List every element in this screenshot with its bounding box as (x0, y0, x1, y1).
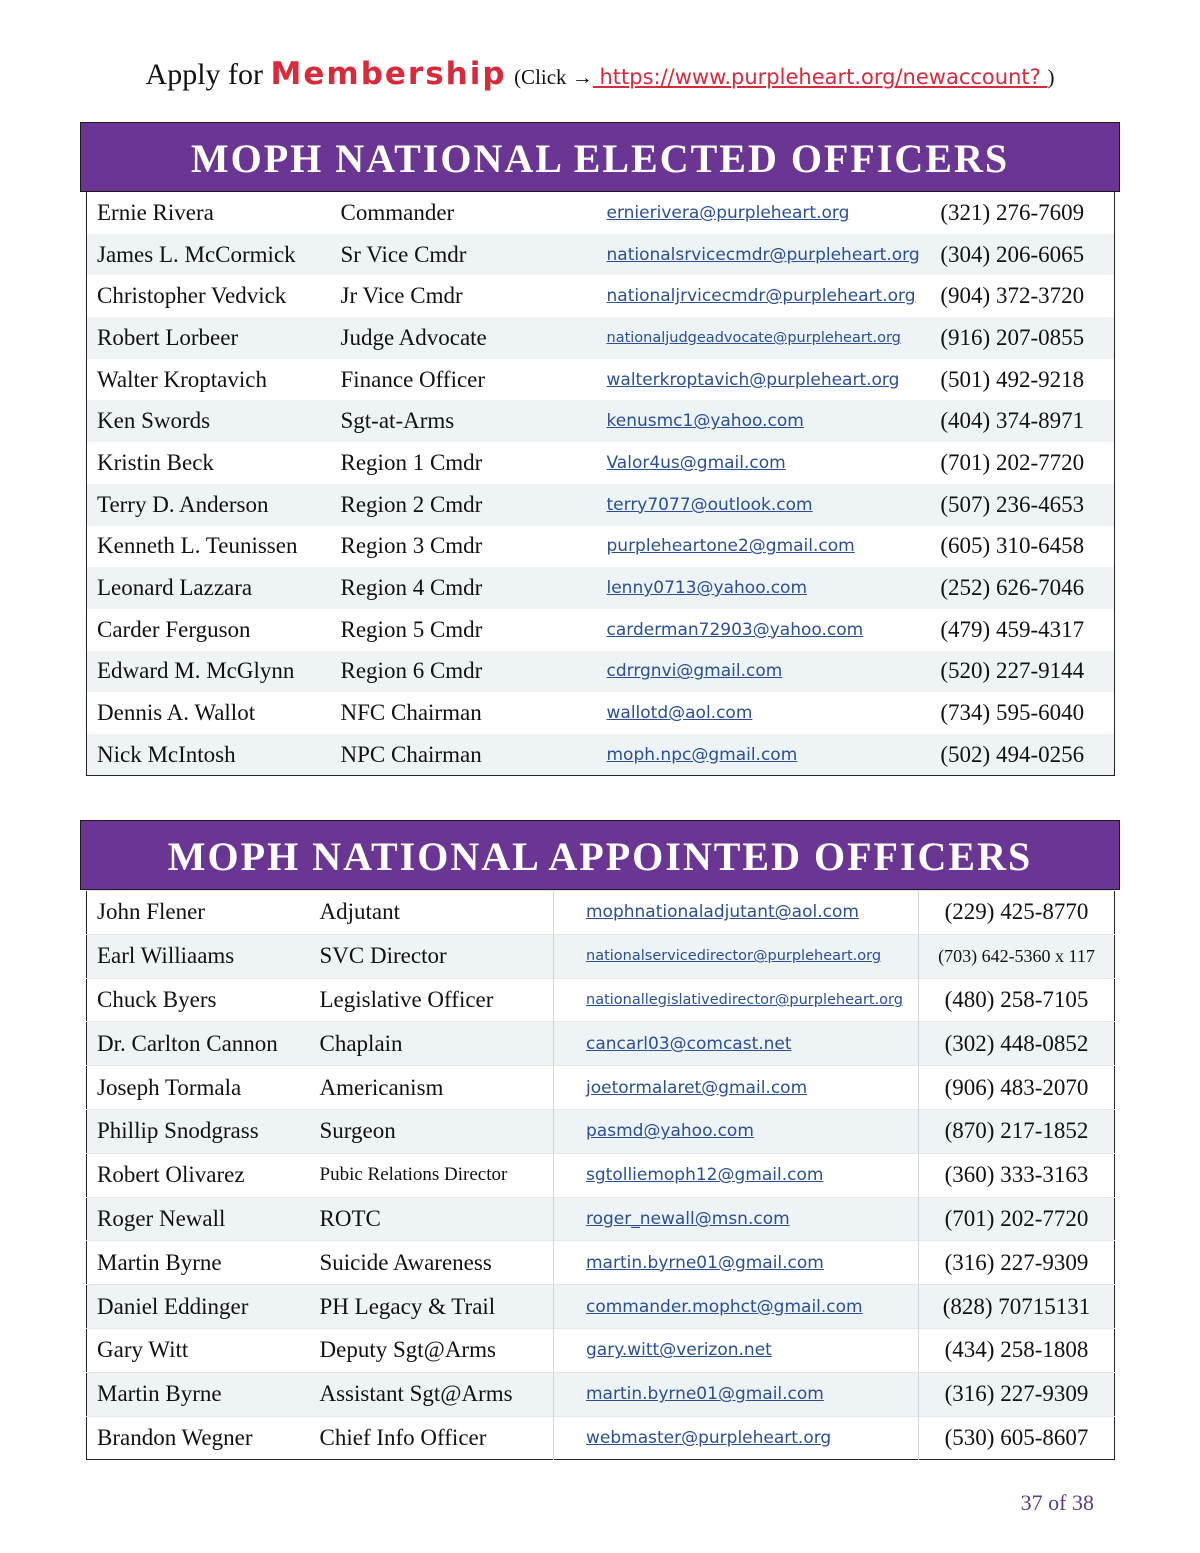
officer-phone: (252) 626-7046 (940, 575, 1085, 601)
officer-email[interactable]: nationalservicedirector@purpleheart.org (586, 948, 882, 965)
officer-row (87, 651, 1115, 693)
officer-name-cell (87, 484, 329, 526)
officer-title-cell (308, 1372, 554, 1416)
officer-name-cell (87, 234, 329, 276)
officer-email[interactable]: sgtolliemoph12@gmail.com (586, 1165, 824, 1186)
officer-title: Americanism (319, 1074, 444, 1100)
officer-row (87, 1328, 1115, 1372)
officer-phone: (520) 227-9144 (940, 658, 1085, 684)
officer-email[interactable]: kenusmc1@yahoo.com (606, 411, 804, 432)
officer-phone-cell (919, 978, 1115, 1022)
elected-officers-table (86, 192, 1115, 776)
officer-phone: (703) 642-5360 x 117 (938, 945, 1095, 966)
officer-phone: (501) 492-9218 (940, 366, 1085, 392)
officer-email[interactable]: pasmd@yahoo.com (586, 1121, 754, 1142)
officer-email-cell (575, 317, 911, 359)
officer-name-cell (87, 734, 329, 776)
officer-phone: (904) 372-3720 (940, 283, 1085, 309)
officer-phone: (316) 227-9309 (944, 1249, 1089, 1275)
officer-title-cell (329, 692, 575, 734)
officer-email[interactable]: nationallegislativedirector@purpleheart.org (586, 991, 903, 1008)
officer-phone: (229) 425-8770 (944, 899, 1089, 925)
officer-name-cell (87, 1066, 308, 1110)
officer-title: Region 5 Cmdr (340, 616, 483, 642)
officer-title-cell (308, 1022, 554, 1066)
officer-phone: (302) 448-0852 (944, 1030, 1089, 1056)
officer-phone-cell (911, 359, 1115, 401)
officer-row (87, 484, 1115, 526)
officer-title: SVC Director (319, 943, 447, 969)
appointed-officers-table (86, 890, 1115, 1460)
officer-name-cell (87, 1109, 308, 1153)
officer-phone-cell (911, 651, 1115, 693)
officer-title: NFC Chairman (340, 700, 482, 726)
officer-name: Leonard Lazzara (97, 575, 253, 601)
officer-row (87, 192, 1115, 234)
officer-name: Kristin Beck (97, 449, 214, 475)
officer-title-cell (329, 484, 575, 526)
officer-name-cell (87, 567, 329, 609)
officer-email[interactable]: cdrrgnvi@gmail.com (606, 661, 783, 682)
officer-phone-cell (911, 484, 1115, 526)
officer-phone: (507) 236-4653 (940, 491, 1085, 517)
officer-email-cell (554, 1153, 919, 1197)
officer-phone: (360) 333-3163 (944, 1162, 1089, 1188)
officer-title-cell (308, 978, 554, 1022)
officer-email[interactable]: mophnationaladjutant@aol.com (586, 902, 859, 923)
officer-phone-cell (919, 1372, 1115, 1416)
officer-phone-cell (919, 1416, 1115, 1460)
officer-title-cell (308, 1285, 554, 1329)
officer-name-cell (87, 1416, 308, 1460)
officer-email[interactable]: carderman72903@yahoo.com (606, 619, 864, 640)
officer-row (87, 1416, 1115, 1460)
officer-phone: (480) 258-7105 (944, 986, 1089, 1012)
officer-title-cell (308, 891, 554, 935)
officer-name: Dennis A. Wallot (97, 700, 256, 726)
officer-email-cell (554, 1066, 919, 1110)
officer-phone: (321) 276-7609 (940, 199, 1085, 225)
officer-name-cell (87, 1197, 308, 1241)
officer-title: Jr Vice Cmdr (340, 283, 463, 309)
officer-title: Adjutant (319, 899, 400, 925)
officer-email-cell (575, 526, 911, 568)
officer-name: Terry D. Anderson (97, 491, 269, 517)
officer-title-cell (329, 734, 575, 776)
officer-row (87, 1066, 1115, 1110)
officer-row (87, 526, 1115, 568)
officer-phone: (502) 494-0256 (940, 741, 1085, 767)
officer-email[interactable]: nationaljudgeadvocate@purpleheart.org (606, 329, 901, 346)
officer-row (87, 1241, 1115, 1285)
officer-email-cell (554, 934, 919, 978)
officer-phone: (605) 310-6458 (940, 533, 1085, 559)
officer-name: Martin Byrne (97, 1381, 222, 1407)
officer-title: Sr Vice Cmdr (340, 241, 467, 267)
officer-phone-cell (919, 1109, 1115, 1153)
officer-row (87, 734, 1115, 776)
officer-phone: (828) 70715131 (942, 1293, 1091, 1319)
officer-name: Walter Kroptavich (97, 366, 267, 392)
officer-row (87, 567, 1115, 609)
apply-prefix: Apply for (145, 58, 264, 91)
officer-name-cell (87, 609, 329, 651)
officer-phone-cell (919, 1066, 1115, 1110)
officer-email-cell (575, 275, 916, 317)
officer-name-cell (87, 1285, 308, 1329)
officer-title-cell (329, 400, 575, 442)
officer-name-cell (87, 891, 308, 935)
officer-email-cell (575, 484, 911, 526)
officer-row (87, 1197, 1115, 1241)
officer-name-cell (87, 692, 329, 734)
officer-title: Chaplain (319, 1030, 403, 1056)
officer-phone-cell (911, 442, 1115, 484)
officer-name-cell (87, 275, 329, 317)
officer-phone-cell (919, 1153, 1115, 1197)
officer-title-cell (329, 317, 575, 359)
click-hint-close: ) (1047, 65, 1055, 89)
officer-email-cell (554, 1197, 919, 1241)
officer-name: Chuck Byers (97, 986, 217, 1012)
officer-name: James L. McCormick (97, 241, 296, 267)
officer-name: John Flener (97, 899, 205, 925)
officer-title-cell (308, 1328, 554, 1372)
officer-email[interactable]: purpleheartone2@gmail.com (606, 536, 855, 557)
officer-title: Commander (340, 199, 455, 225)
officer-name-cell (87, 934, 308, 978)
officer-name: Nick McIntosh (97, 741, 236, 767)
elected-officers-title: MOPH NATIONAL ELECTED OFFICERS (80, 122, 1120, 192)
appointed-officers-section (80, 820, 1120, 1460)
officer-row (87, 934, 1115, 978)
officer-title: Region 2 Cmdr (340, 491, 483, 517)
officer-title-cell (308, 1416, 554, 1460)
officer-phone: (734) 595-6040 (940, 700, 1085, 726)
officer-title-cell (308, 934, 554, 978)
click-hint: (Click → (514, 65, 593, 89)
officer-row (87, 317, 1115, 359)
officer-name: Kenneth L. Teunissen (97, 533, 298, 559)
officer-phone-cell (911, 192, 1115, 234)
officer-row (87, 1153, 1115, 1197)
officer-name-cell (87, 192, 329, 234)
officer-title-cell (329, 567, 575, 609)
officer-email[interactable]: martin.byrne01@gmail.com (586, 1384, 824, 1405)
officer-title-cell (329, 234, 575, 276)
officer-email[interactable]: ernierivera@purpleheart.org (606, 202, 850, 223)
officer-phone-cell (911, 609, 1115, 651)
officer-row (87, 442, 1115, 484)
officer-row (87, 891, 1115, 935)
officer-phone-cell (911, 692, 1115, 734)
officer-name-cell (87, 978, 308, 1022)
officer-email[interactable]: terry7077@outlook.com (606, 494, 813, 515)
officer-name-cell (87, 442, 329, 484)
officer-email-cell (575, 192, 911, 234)
officer-row (87, 1285, 1115, 1329)
officer-name: Brandon Wegner (97, 1424, 253, 1450)
officer-name: Robert Lorbeer (97, 324, 239, 350)
officer-email[interactable]: Valor4us@gmail.com (606, 452, 786, 473)
membership-label: Membership (270, 56, 507, 92)
officer-name-cell (87, 526, 329, 568)
officer-title: Chief Info Officer (319, 1424, 487, 1450)
officer-email-cell (554, 891, 919, 935)
officer-name-cell (87, 1372, 308, 1416)
officer-name: Phillip Snodgrass (97, 1118, 259, 1144)
officer-name-cell (87, 1153, 308, 1197)
officer-email[interactable]: wallotd@aol.com (606, 703, 753, 724)
officer-phone-cell (919, 1241, 1115, 1285)
officer-phone-cell (911, 317, 1115, 359)
officer-phone: (906) 483-2070 (944, 1074, 1089, 1100)
officer-row (87, 692, 1115, 734)
officer-phone-cell (911, 734, 1115, 776)
officer-title-cell (308, 1109, 554, 1153)
appointed-officers-title: MOPH NATIONAL APPOINTED OFFICERS (80, 820, 1120, 890)
officer-row (87, 1109, 1115, 1153)
officer-title: Deputy Sgt@Arms (319, 1337, 496, 1363)
officer-row (87, 609, 1115, 651)
officer-email-cell (554, 1109, 919, 1153)
officer-name: Martin Byrne (97, 1249, 222, 1275)
officer-phone: (316) 227-9309 (944, 1381, 1089, 1407)
officer-name-cell (87, 400, 329, 442)
officer-title: Surgeon (319, 1118, 396, 1144)
officer-title: Suicide Awareness (319, 1249, 492, 1275)
officer-title-cell (329, 609, 575, 651)
officer-email[interactable]: joetormalaret@gmail.com (586, 1077, 808, 1098)
officer-email-cell (554, 1241, 919, 1285)
officer-title-cell (329, 275, 575, 317)
officer-title-cell (308, 1197, 554, 1241)
officer-title: PH Legacy & Trail (319, 1293, 496, 1319)
officer-phone: (530) 605-8607 (944, 1424, 1089, 1450)
officer-name-cell (87, 1328, 308, 1372)
officer-name: Christopher Vedvick (97, 283, 287, 309)
officer-phone-cell (919, 1285, 1115, 1329)
officer-row (87, 275, 1115, 317)
officer-row (87, 400, 1115, 442)
officer-name: Daniel Eddinger (97, 1293, 249, 1319)
officer-title-cell (329, 359, 575, 401)
officer-title-cell (308, 1153, 554, 1197)
officer-phone: (870) 217-1852 (944, 1118, 1089, 1144)
officer-title: Assistant Sgt@Arms (319, 1381, 513, 1407)
officer-email[interactable]: roger_newall@msn.com (586, 1208, 790, 1229)
officer-email[interactable]: walterkroptavich@purpleheart.org (606, 369, 900, 390)
officer-phone-cell (919, 1197, 1115, 1241)
officer-email-cell (554, 1328, 919, 1372)
officer-phone-cell (919, 1022, 1115, 1066)
officer-row (87, 1022, 1115, 1066)
officer-email-cell (575, 567, 911, 609)
officer-email[interactable]: nationalsrvicecmdr@purpleheart.org (606, 244, 920, 265)
officer-email-cell (554, 978, 919, 1022)
officer-phone: (916) 207-0855 (940, 324, 1085, 350)
officer-email-cell (575, 234, 920, 276)
officer-phone-cell (911, 234, 1115, 276)
officer-phone: (404) 374-8971 (940, 408, 1085, 434)
officer-phone: (701) 202-7720 (940, 449, 1085, 475)
officer-phone: (701) 202-7720 (944, 1205, 1089, 1231)
officer-name: Earl Williaams (97, 943, 235, 969)
officer-name: Ernie Rivera (97, 199, 214, 225)
officer-title: Judge Advocate (340, 324, 487, 350)
officer-phone-cell (919, 934, 1115, 978)
officer-phone-cell (911, 567, 1115, 609)
officer-title: Region 3 Cmdr (340, 533, 483, 559)
officer-phone: (434) 258-1808 (944, 1337, 1089, 1363)
officer-row (87, 234, 1115, 276)
officer-email[interactable]: webmaster@purpleheart.org (586, 1427, 832, 1448)
officer-name: Robert Olivarez (97, 1162, 245, 1188)
officer-title: Region 4 Cmdr (340, 575, 483, 601)
officer-title-cell (329, 526, 575, 568)
officer-email-cell (554, 1285, 919, 1329)
officer-phone-cell (919, 1328, 1115, 1372)
officer-email-cell (575, 442, 911, 484)
officer-phone-cell (911, 526, 1115, 568)
officer-email-cell (554, 1022, 919, 1066)
officer-title: Pubic Relations Director (319, 1164, 508, 1186)
officer-email[interactable]: lenny0713@yahoo.com (606, 578, 808, 599)
officer-name-cell (87, 317, 329, 359)
officer-title: Region 1 Cmdr (340, 449, 483, 475)
officer-email[interactable]: nationaljrvicecmdr@purpleheart.org (606, 286, 916, 307)
officer-phone-cell (911, 400, 1115, 442)
officer-title-cell (308, 1241, 554, 1285)
officer-row (87, 1372, 1115, 1416)
officer-name: Gary Witt (97, 1337, 189, 1363)
officer-email-cell (575, 359, 911, 401)
officer-email[interactable]: moph.npc@gmail.com (606, 744, 798, 765)
page-number: 37 of 38 (1020, 1490, 1094, 1515)
officer-name: Edward M. McGlynn (97, 658, 295, 684)
officer-title: Region 6 Cmdr (340, 658, 483, 684)
officer-title: Sgt-at-Arms (340, 408, 455, 434)
membership-header (0, 52, 1200, 99)
officer-name-cell (87, 1241, 308, 1285)
officer-name-cell (87, 651, 329, 693)
officer-phone: (304) 206-6065 (940, 241, 1085, 267)
officer-row (87, 359, 1115, 401)
officer-email[interactable]: commander.mophct@gmail.com (586, 1296, 863, 1317)
officer-title: NPC Chairman (340, 741, 482, 767)
officer-title: ROTC (319, 1205, 381, 1231)
officer-email[interactable]: cancarl03@comcast.net (586, 1033, 792, 1054)
officer-name: Carder Ferguson (97, 616, 251, 642)
officer-title-cell (329, 192, 575, 234)
officer-title: Legislative Officer (319, 986, 494, 1012)
elected-officers-section (80, 122, 1120, 776)
officer-row (87, 978, 1115, 1022)
officer-phone-cell (911, 275, 1115, 317)
membership-link[interactable]: https://www.purpleheart.org/newaccount? (592, 65, 1048, 89)
officer-email-cell (575, 609, 911, 651)
officer-email[interactable]: gary.witt@verizon.net (586, 1340, 772, 1361)
officer-name: Roger Newall (97, 1205, 226, 1231)
officer-email-cell (575, 651, 911, 693)
officer-email-cell (575, 734, 911, 776)
officer-name: Joseph Tormala (97, 1074, 242, 1100)
officer-title-cell (329, 442, 575, 484)
officer-phone: (479) 459-4317 (940, 616, 1085, 642)
officer-title-cell (329, 651, 575, 693)
officer-phone-cell (919, 891, 1115, 935)
officer-name: Dr. Carlton Cannon (97, 1030, 278, 1056)
officer-name: Ken Swords (97, 408, 211, 434)
officer-name-cell (87, 359, 329, 401)
officer-email-cell (554, 1372, 919, 1416)
officer-name-cell (87, 1022, 308, 1066)
officer-email-cell (575, 400, 911, 442)
officer-email[interactable]: martin.byrne01@gmail.com (586, 1252, 824, 1273)
officer-email-cell (554, 1416, 919, 1460)
officer-title: Finance Officer (340, 366, 486, 392)
officer-title-cell (308, 1066, 554, 1110)
officer-email-cell (575, 692, 911, 734)
